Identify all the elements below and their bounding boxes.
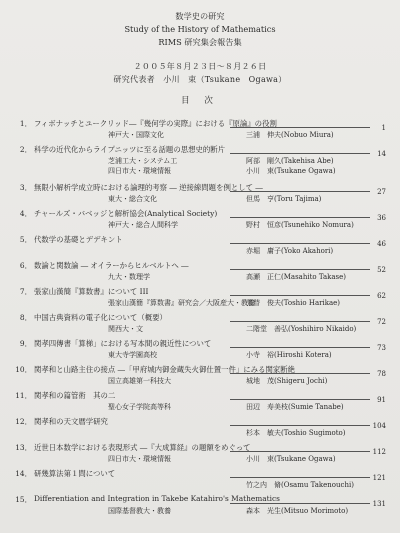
entry-affiliation: 張家山漢簡『算数書』研究会／大阪産大・教養 [108, 299, 255, 307]
entry-page-number: 36 [377, 214, 386, 222]
entry-author: 張替 俊夫(Toshio Harikae) [246, 299, 341, 307]
entry-affiliation: 四日市大・環境情報 [108, 167, 171, 175]
entry-title: チャールズ・バベッジと解析協会(Analytical Society) [34, 209, 218, 218]
leader-line [230, 269, 370, 270]
entry-author: 杉本 敏夫(Toshio Sugimoto) [246, 429, 346, 437]
japanese-title: 数学史の研究 [175, 11, 225, 21]
toc-entry [0, 338, 400, 364]
entry-title: 中国古典資料の電子化について（概要） [34, 313, 167, 322]
entry-page-number: 91 [377, 396, 386, 404]
entry-author: 小川 束(Tsukane Ogawa) [246, 455, 336, 463]
entry-author: 二階堂 善弘(Yoshihiro Nikaido) [246, 325, 357, 333]
entry-author: 森本 光生(Mitsuo Morimoto) [246, 507, 349, 515]
entry-title: 近世日本数学における表現形式 ―『大成算経』の題額をめぐって [34, 443, 251, 452]
entry-page-number: 52 [377, 266, 386, 274]
entry-title: 関孝四傳書「算梯」における写本間の親近性について [34, 339, 212, 348]
entry-page-number: 73 [377, 344, 386, 352]
entry-author: 小寺 裕(Hiroshi Kotera) [246, 351, 332, 359]
entry-page-number: 121 [372, 474, 386, 482]
toc-entry [0, 286, 400, 312]
entry-title: 研幾算法第１問について [34, 469, 116, 478]
toc-heading: 目 次 [181, 96, 219, 106]
toc-list [0, 118, 400, 520]
leader-line [230, 191, 370, 192]
entry-affiliation: 神戸大・国際文化 [108, 131, 164, 139]
entry-number: 14． [15, 469, 32, 478]
leader-line [230, 243, 370, 244]
entry-page-number: 14 [377, 150, 386, 158]
entry-title: 科学の近代化からライプニッツに至る話題の思想史的断片 [34, 145, 226, 154]
entry-number: 7． [19, 287, 32, 296]
report-header [0, 10, 400, 49]
entry-page-number: 72 [377, 318, 386, 326]
toc-entry [0, 494, 400, 520]
entry-affiliation: 九大・数理学 [108, 273, 150, 281]
entry-page-number: 112 [372, 448, 386, 456]
entry-title: 無限小解析学成立時における論理的考察 ― 逆接線問題を例として ― [34, 183, 263, 192]
entry-number: 11． [15, 391, 32, 400]
toc-entry [0, 182, 400, 208]
entry-author: 三浦 伸夫(Nobuo Miura) [246, 131, 334, 139]
entry-affiliation: 東大・総合文化 [108, 195, 157, 203]
leader-line [230, 399, 370, 400]
entry-author: 小川 束(Tsukane Ogawa) [246, 167, 336, 175]
toc-entry [0, 144, 400, 182]
entry-page-number: 78 [377, 370, 386, 378]
leader-line [230, 347, 370, 348]
entry-page-number: 131 [372, 500, 386, 508]
leader-line [230, 477, 370, 478]
entry-number: 10． [15, 365, 32, 374]
entry-number: 5． [19, 235, 32, 244]
entry-page-number: 62 [377, 292, 386, 300]
entry-affiliation: 国際基督教大・教養 [108, 507, 171, 515]
entry-page-number: 104 [372, 422, 386, 430]
toc-entry [0, 118, 400, 144]
leader-line [230, 127, 370, 128]
leader-line [230, 451, 370, 452]
entry-author: 野村 恒彦(Tsunehiko Nomura) [246, 221, 354, 229]
entry-affiliation: 東大寺学園高校 [108, 351, 157, 359]
entry-affiliation: 聖心女子学院高等科 [108, 403, 171, 411]
entry-title: 張家山漢簡『算数書』について III [34, 287, 149, 296]
entry-affiliation: 四日市大・環境情報 [108, 455, 171, 463]
toc-entry [0, 468, 400, 494]
leader-line [230, 373, 370, 374]
report-meta [0, 60, 400, 86]
entry-number: 4． [19, 209, 32, 218]
entry-title: 代数学の基礎とデデキント [34, 235, 123, 244]
toc-entry [0, 260, 400, 286]
entry-affiliation: 関西大・文 [108, 325, 143, 333]
entry-author: 赤堀 庸子(Yoko Akahori) [246, 247, 334, 255]
entry-affiliation: 神戸大・総合人間科学 [108, 221, 178, 229]
entry-title: Differentiation and Integration in Takebe Katahiro's Mathematics [34, 494, 280, 503]
entry-affiliation: 国立高雄第一科技大 [108, 377, 171, 385]
entry-number: 15． [15, 495, 32, 504]
entry-title: 関孝和と山路主住の接点 ―「甲府城内御金蔵失火御仕置一件」にみる関家断絶 [34, 365, 296, 374]
entry-number: 9． [19, 339, 32, 348]
entry-number: 12． [15, 417, 32, 426]
toc-entry [0, 390, 400, 416]
report-subtitle: RIMS 研究集会報告集 [158, 37, 242, 47]
entry-number: 8． [19, 313, 32, 322]
toc-entry [0, 442, 400, 468]
toc-entry [0, 416, 400, 442]
entry-number: 3． [19, 183, 32, 192]
entry-page-number: 27 [377, 188, 386, 196]
entry-affiliation: 芝浦工大・システム工 [108, 157, 178, 165]
entry-author: 竹之内 脩(Osamu Takenouchi) [246, 481, 354, 489]
toc-entry [0, 208, 400, 234]
entry-author: 但馬 亨(Toru Tajima) [246, 195, 322, 203]
entry-author: 高瀬 正仁(Masahito Takase) [246, 273, 347, 281]
entry-page-number: 1 [381, 124, 386, 132]
organizer: 研究代表者 小川 束（Tsukane Ogawa） [113, 75, 287, 84]
entry-author: 城地 茂(Shigeru Jochi) [246, 377, 328, 385]
leader-line [230, 295, 370, 296]
leader-line [230, 425, 370, 426]
toc-entry [0, 234, 400, 260]
entry-title: フィボナッチとユークリッド―『幾何学の実際』における『原論』の役割 [34, 119, 277, 128]
leader-line [230, 503, 370, 504]
entry-number: 2． [19, 145, 32, 154]
toc-entry [0, 364, 400, 390]
entry-title: 関孝和の篇管術 其の二 [34, 391, 116, 400]
entry-author: 田辺 寿美枝(Sumie Tanabe) [246, 403, 344, 411]
toc-entry [0, 312, 400, 338]
entry-number: 13． [15, 443, 32, 452]
entry-number: 1． [19, 119, 32, 128]
entry-author: 阿部 剛久(Takehisa Abe) [246, 157, 334, 165]
leader-line [230, 321, 370, 322]
entry-page-number: 46 [377, 240, 386, 248]
meeting-dates: ２００５年８月２３日～８月２６日 [133, 62, 267, 71]
entry-title: 数論と関数論 ― オイラーからヒルベルトへ ― [34, 261, 189, 270]
english-title: Study of the History of Mathematics [124, 24, 276, 34]
leader-line [230, 153, 370, 154]
leader-line [230, 217, 370, 218]
entry-number: 6． [19, 261, 32, 270]
entry-title: 関孝和の天文暦学研究 [34, 417, 108, 426]
